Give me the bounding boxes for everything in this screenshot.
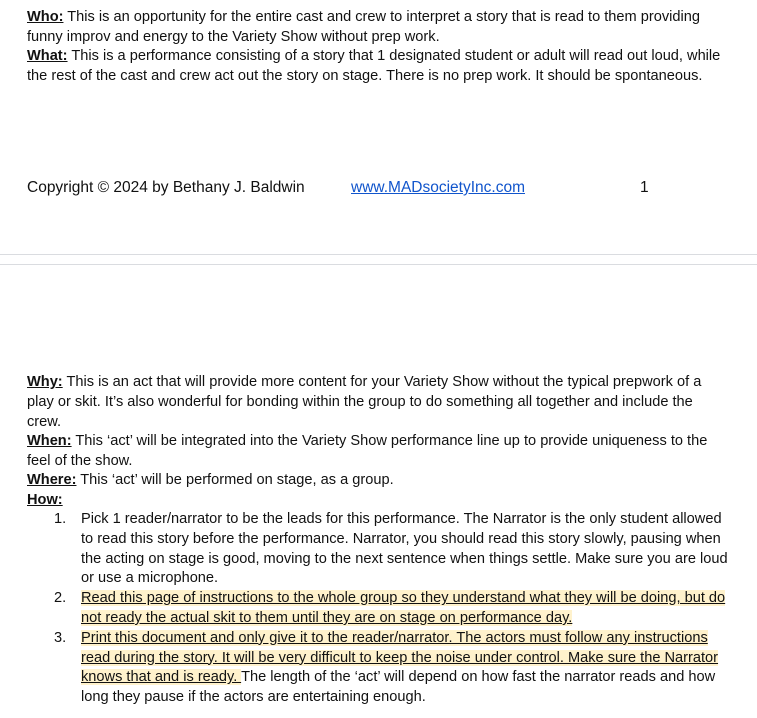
who-text: This is an opportunity for the entire cast and crew to interpret a story that is read to them providing funny improv and energy to the Variety Show without prep work.: [27, 9, 700, 45]
where-paragraph: [27, 471, 730, 491]
how-label: How:: [27, 492, 63, 508]
page-footer: [27, 178, 727, 198]
page-separator: [0, 255, 757, 264]
what-text: This is a performance consisting of a story that 1 designated student or adult will read out loud, while the rest of the cast and crew act out the story on stage. There is no prep work. It should be spontaneous.: [27, 48, 721, 84]
why-label: Why:: [27, 374, 63, 390]
list-item: [27, 629, 737, 708]
what-paragraph: [27, 47, 730, 87]
list-item: [27, 510, 737, 589]
highlighted-text: Print this document and only give it to the reader/narrator. The actors must follow any instructions read during the story. It will be very difficult to keep the noise under control. Make sure the Narrator knows that and is ready.: [81, 629, 719, 686]
highlighted-text: Read this page of instructions to the whole group so they understand what they will be doing, but do not ready the actual skit to them until they are on stage on performance day.: [81, 590, 726, 626]
why-text: This is an act that will provide more content for your Variety Show without the typical prepwork of a play or skit. It’s also wonderful for bonding within the group to do something all together and include the crew.: [27, 374, 702, 430]
what-label: What:: [27, 48, 68, 64]
list-item: [27, 589, 737, 629]
when-text: This ‘act’ will be integrated into the Variety Show performance line up to provide uniqueness to the feel of the show.: [27, 433, 708, 469]
list-number: 1.: [54, 511, 67, 527]
list-item-text: Pick 1 reader/narrator to be the leads for this performance. The Narrator is the only student allowed to read this story before the performance. Narrator, you should read this story slowly, pausing when the acting on stage is good, moving to the next sentence when things settle. Make sure you are loud or use a microphone.: [81, 511, 728, 587]
page-number: 1: [640, 179, 649, 196]
where-label: Where:: [27, 472, 77, 488]
where-text: This ‘act’ will be performed on stage, as a group.: [76, 472, 394, 488]
document-page-1: [0, 0, 757, 255]
who-label: Who:: [27, 9, 64, 25]
how-heading: [27, 491, 730, 511]
when-paragraph: [27, 432, 730, 472]
copyright-text: Copyright © 2024 by Bethany J. Baldwin: [27, 179, 305, 196]
how-steps-list: [27, 510, 737, 708]
when-label: When:: [27, 433, 72, 449]
list-number: 3.: [54, 629, 67, 646]
why-paragraph: [27, 373, 730, 432]
who-paragraph: [27, 8, 730, 48]
website-link[interactable]: www.MADsocietyInc.com: [351, 179, 525, 196]
list-number: 2.: [54, 590, 67, 607]
list-item-text: The length of the ‘act’ will depend on how fast the narrator reads and how long they pause if the actors are entertaining enough.: [81, 669, 716, 706]
